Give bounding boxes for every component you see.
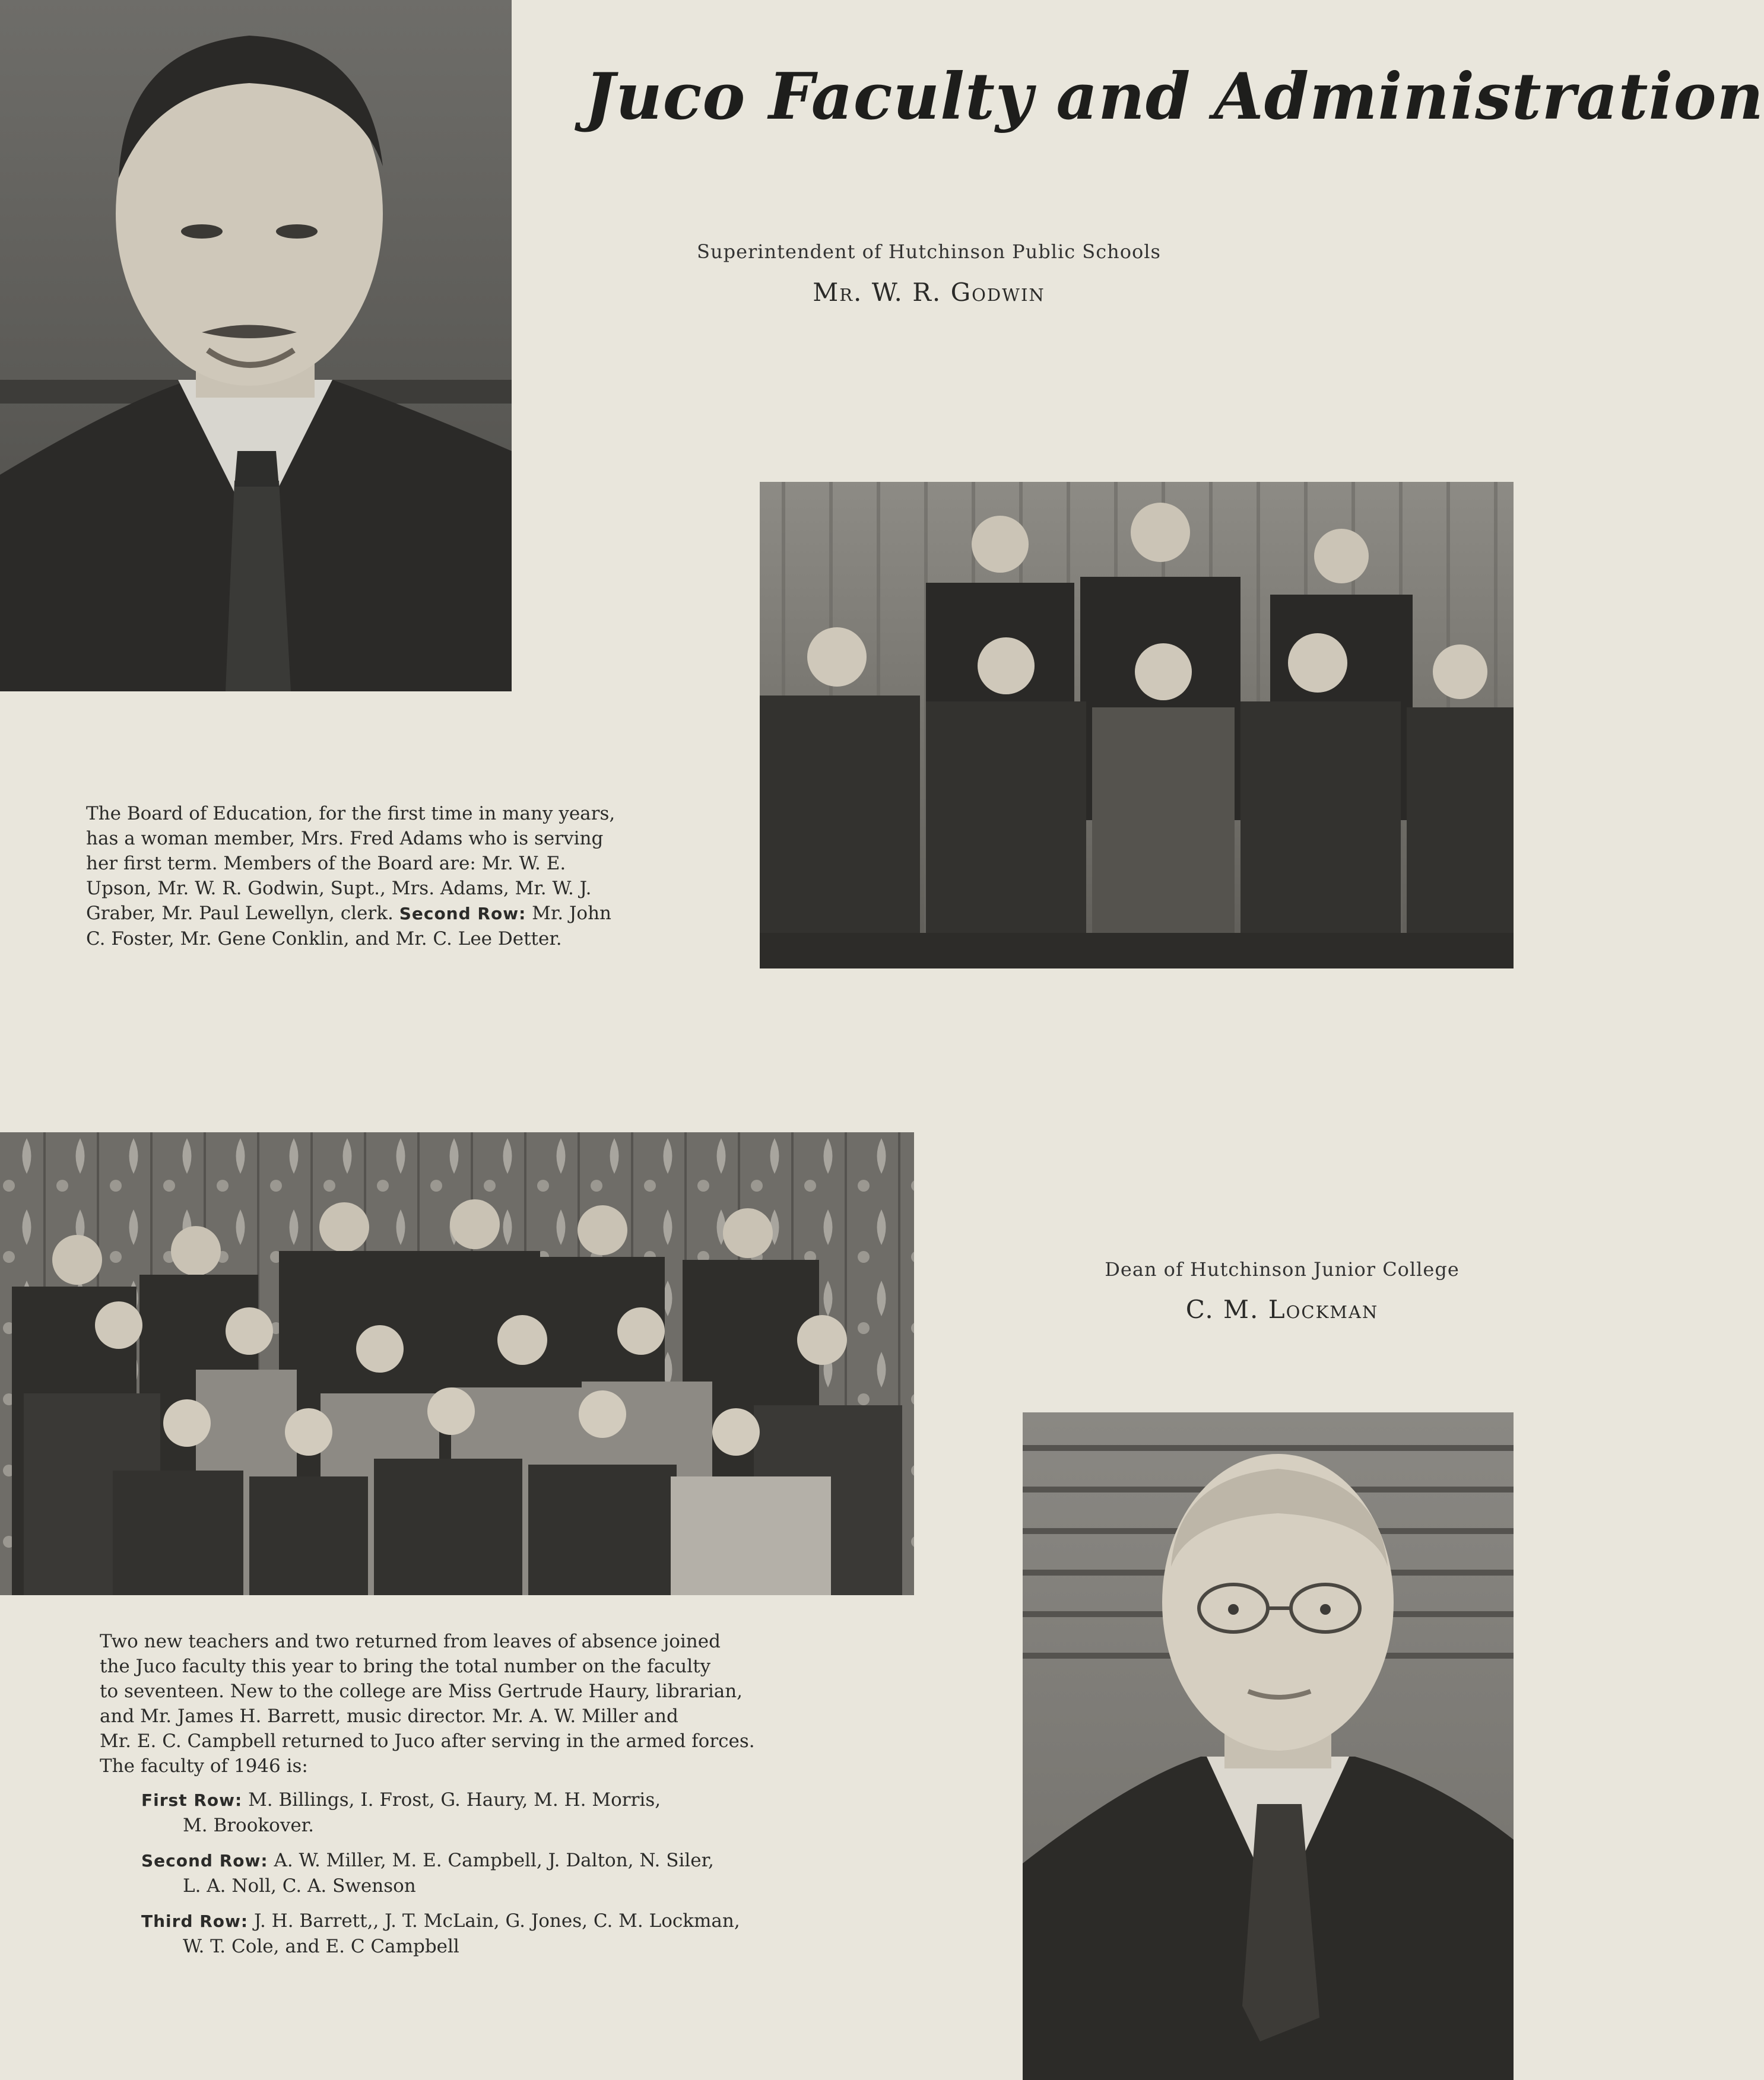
faculty-intro-line: Mr. E. C. Campbell returned to Juco after serving in the armed forces. (100, 1730, 755, 1752)
board-caption-text: Graber, Mr. Paul Lewellyn, clerk. (86, 903, 394, 924)
dean-photo (1023, 1412, 1514, 2080)
page-title: Juco Faculty and Administration (585, 59, 1764, 134)
board-caption-line (86, 901, 671, 926)
faculty-row-names-cont: W. T. Cole, and E. C Campbell (183, 1936, 459, 1957)
dean-name: C. M. Lockman (1185, 1295, 1379, 1324)
faculty-row-label: Third Row: (141, 1911, 249, 1931)
faculty-intro (100, 1629, 806, 1779)
board-caption (86, 801, 671, 951)
faculty-row-names-cont: L. A. Noll, C. A. Swenson (183, 1875, 416, 1897)
faculty-third-row (141, 1908, 806, 1959)
board-photo (760, 482, 1514, 968)
faculty-row-names: A. W. Miller, M. E. Campbell, J. Dalton, N. Siler, (274, 1850, 714, 1871)
faculty-row-names-cont: M. Brookover. (183, 1815, 314, 1836)
board-caption-line: C. Foster, Mr. Gene Conklin, and Mr. C. Lee Detter. (86, 928, 562, 950)
board-caption-line: has a woman member, Mrs. Fred Adams who is serving (86, 828, 604, 849)
faculty-row-label: Second Row: (141, 1851, 268, 1871)
faculty-row-names: J. H. Barrett,, J. T. McLain, G. Jones, C. M. Lockman, (253, 1910, 740, 1932)
dean-role: Dean of Hutchinson Junior College (1105, 1258, 1460, 1281)
faculty-intro-line: The faculty of 1946 is: (100, 1755, 308, 1777)
faculty-intro-line: and Mr. James H. Barrett, music director. Mr. A. W. Miller and (100, 1706, 678, 1727)
board-caption-line: her first term. Members of the Board are: Mr. W. E. (86, 853, 566, 874)
board-caption-line: The Board of Education, for the first time in many years, (86, 803, 616, 824)
superintendent-photo (0, 0, 512, 691)
faculty-first-row (141, 1787, 806, 1838)
board-caption-line: Upson, Mr. W. R. Godwin, Supt., Mrs. Adams, Mr. W. J. (86, 878, 592, 899)
faculty-second-row (141, 1848, 806, 1898)
superintendent-role: Superintendent of Hutchinson Public Schools (697, 240, 1161, 263)
faculty-intro-line: the Juco faculty this year to bring the total number on the faculty (100, 1656, 711, 1677)
board-second-row-text: Mr. John (532, 903, 612, 924)
faculty-intro-line: Two new teachers and two returned from leaves of absence joined (100, 1631, 721, 1652)
faculty-intro-line: to seventeen. New to the college are Miss Gertrude Haury, librarian, (100, 1681, 743, 1702)
faculty-row-label: First Row: (141, 1790, 243, 1810)
board-second-row-label: Second Row: (399, 904, 526, 923)
faculty-row-names: M. Billings, I. Frost, G. Haury, M. H. Morris, (248, 1789, 661, 1811)
superintendent-name: Mr. W. R. Godwin (813, 278, 1045, 307)
faculty-photo (0, 1132, 914, 1595)
